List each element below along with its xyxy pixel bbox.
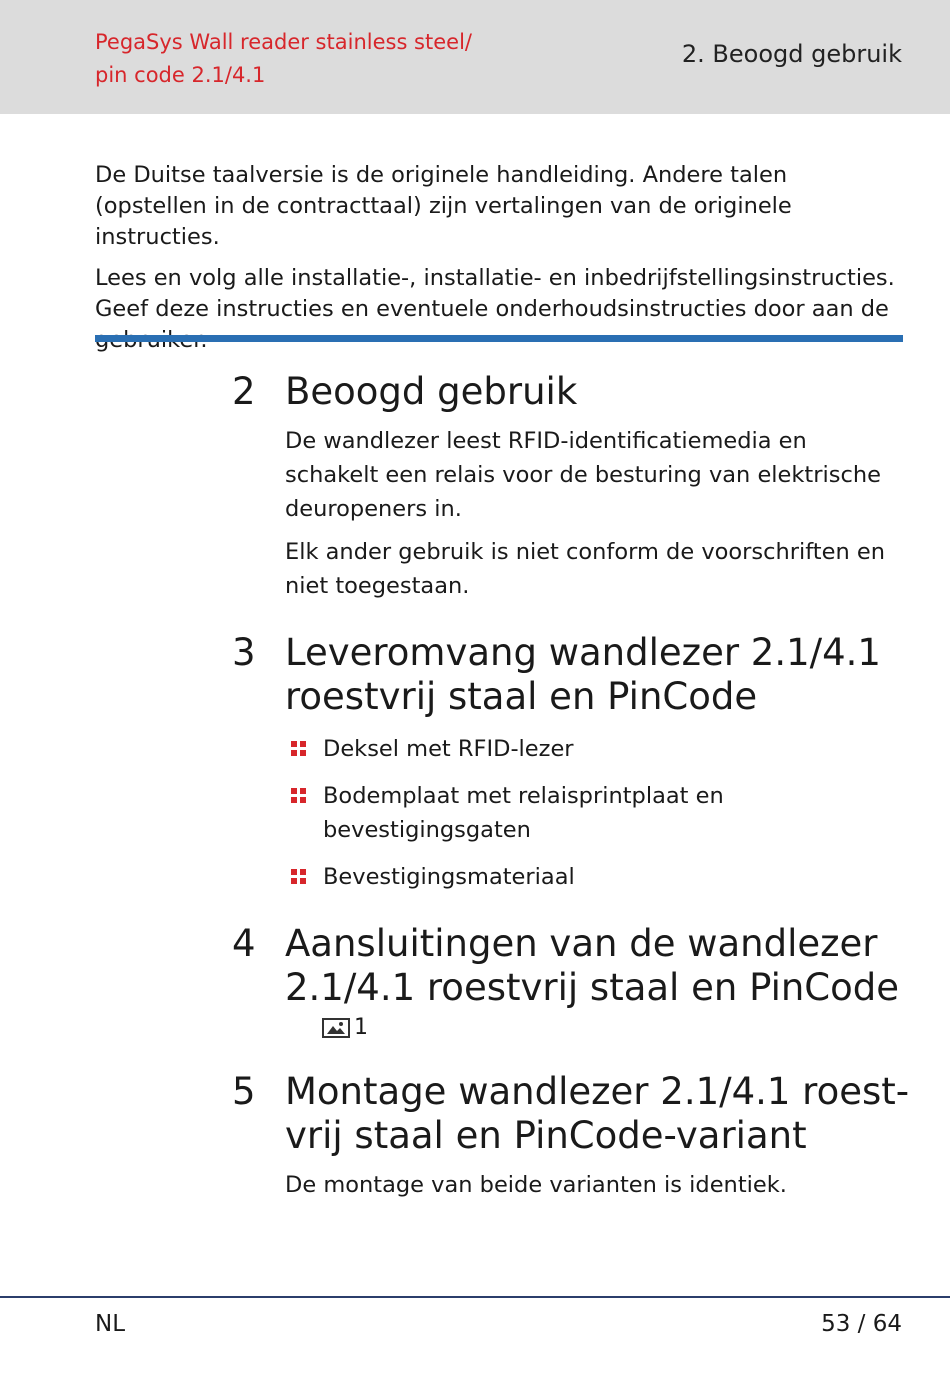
section-paragraph: Elk ander gebruik is niet conform de voorschriften en niet toegestaan. — [285, 539, 885, 599]
section-number: 3 — [232, 631, 256, 674]
intro-paragraph-1: De Duitse taalversie is de originele handleiding. Andere talen (opstellen in de contracttaal) zijn vertalingen van de originele instructies. — [95, 162, 792, 250]
footer-language: NL — [95, 1311, 126, 1337]
footer-divider — [0, 1296, 950, 1298]
page-number: 53 / 64 — [821, 1311, 902, 1337]
section-heading: Beoogd gebruik — [285, 370, 578, 413]
document-title-line1: PegaSys Wall reader stainless steel/ — [95, 30, 472, 54]
document-title-line2: pin code 2.1/4.1 — [95, 63, 266, 87]
page-header — [0, 0, 950, 114]
figure-reference[interactable] — [322, 1015, 368, 1041]
section-divider — [95, 335, 903, 342]
figure-number: 1 — [354, 1015, 368, 1040]
list-item — [288, 779, 898, 847]
section-heading: Leveromvang wandlezer 2.1/4.1 roestvrij staal en PinCode — [285, 631, 881, 718]
section-number: 2 — [232, 370, 256, 413]
section-heading: Aansluitingen van de wandlezer 2.1/4.1 roestvrij staal en PinCode — [285, 922, 900, 1009]
list-item — [288, 860, 898, 894]
section-paragraph: De wandlezer leest RFID-identificatiemedia en schakelt een relais voor de besturing van elektrische deuropeners in. — [285, 428, 881, 522]
bullet-squares-icon — [291, 741, 307, 757]
section-number: 4 — [232, 922, 256, 965]
scope-of-delivery-list — [288, 732, 898, 907]
document-title — [95, 26, 472, 92]
section-paragraph: De montage van beide varianten is identiek. — [285, 1172, 787, 1198]
bullet-squares-icon — [291, 869, 307, 885]
intro-paragraph-2: Lees en volg alle installatie-, installatie- en inbedrijfstellingsinstructies. Geef deze instructies en eventuele onderhoudsinstructies door aan de — [95, 265, 895, 322]
list-item-text: Bevestigingsmateriaal — [323, 864, 575, 890]
list-item-text: Bodemplaat met relaisprintplaat en bevestigingsgaten — [323, 783, 724, 843]
list-item-text: Deksel met RFID-lezer — [323, 736, 574, 762]
running-section-title: 2. Beoogd gebruik — [681, 40, 902, 68]
section-number: 5 — [232, 1070, 256, 1113]
section-heading: Montage wandlezer 2.1/4.1 roest-vrij staal en PinCode-variant — [285, 1070, 910, 1157]
image-icon — [322, 1018, 350, 1038]
bullet-squares-icon — [291, 788, 307, 804]
list-item — [288, 732, 898, 766]
